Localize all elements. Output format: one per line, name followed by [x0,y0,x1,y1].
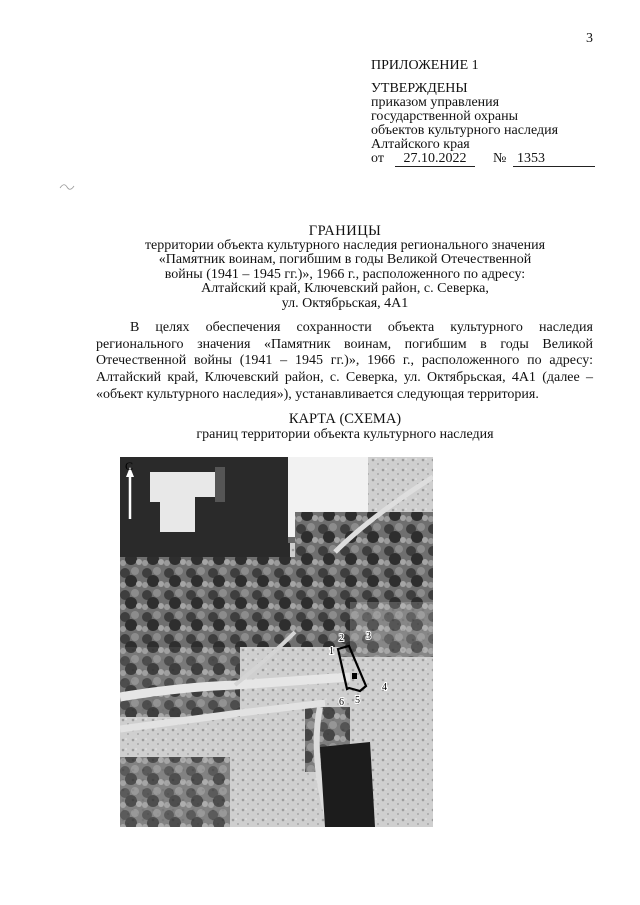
order-line [371,151,545,167]
document-title [110,224,580,312]
order-number: 1353 [513,151,595,167]
body-paragraph: В целях обеспечения сохранности объекта культурного наследия регионального значения «Памятник воинам, погибшим в годы Великой Отечественной войны (1941 – 1945 гг.)», 1966 г., расположенного по адресу: Алтайский край, Ключевский район, с. Северка, ул. Октябрьская, 4А1 (далее – «объект культурного наследия»), устанавливается следующая территория. [96,320,593,402]
order-date: 27.10.2022 [395,151,475,167]
point-label: 4 [382,682,387,693]
title-line: ул. Октябрьская, 4А1 [281,295,409,311]
title-line: войны (1941 – 1945 гг.)», 1966 г., расположенного по адресу: [164,266,526,282]
monument-marker [352,673,357,679]
approval-line: объектов культурного наследия [371,123,559,138]
point-label: 6 [339,697,344,708]
point-label: 1 [329,646,334,657]
number-label: № [493,151,507,166]
approval-line: приказом управления [371,95,500,110]
title-line: Алтайский край, Ключевский район, с. Северка, [201,281,489,297]
north-label: С [125,459,134,473]
pen-mark [58,180,76,194]
map-caption [110,412,580,442]
approval-line: государственной охраны [371,109,519,124]
appendix-label: ПРИЛОЖЕНИЕ 1 [371,58,479,73]
map-heading: КАРТА (СХЕМА) [288,411,402,427]
approved-label: УТВЕРЖДЕНЫ [371,81,468,96]
from-label: от [371,151,384,166]
title-heading: ГРАНИЦЫ [308,223,382,239]
point-label: 3 [366,631,371,642]
title-line: «Памятник воинам, погибшим в годы Великой Отечественной [158,252,532,268]
aerial-photo [120,457,433,827]
approval-authority [371,96,558,152]
map-subtitle: границ территории объекта культурного наследия [196,427,494,442]
page-number: 3 [586,31,593,46]
aerial-map [120,457,433,827]
approval-line: Алтайского края [371,137,470,152]
point-label: 5 [355,695,360,706]
title-line: территории объекта культурного наследия регионального значения [144,237,546,253]
point-label: 2 [339,633,344,644]
